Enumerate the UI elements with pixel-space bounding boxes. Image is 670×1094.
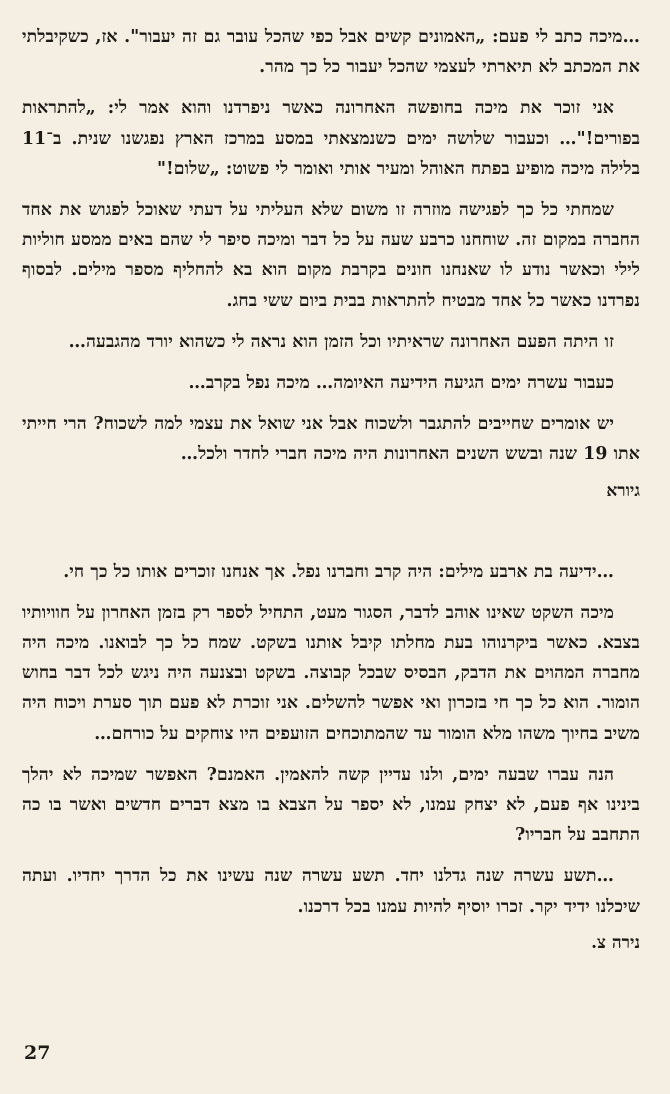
section-gap xyxy=(22,511,640,557)
document-page xyxy=(22,22,640,1072)
author-signature: גיורא xyxy=(606,480,640,501)
paragraph: יש אומרים שחייבים להתגבר ולשכוח אבל אני שואל את עצמי למה לשכוח? הרי חייתי אתו 19 שנה ובשש השנים האחרונות היה מיכה חברי לחדר ולכל… xyxy=(22,414,640,465)
paragraph: כעבור עשרה ימים הגיעה הידיעה האיומה… מיכה נפל בקרב… xyxy=(188,373,614,394)
author-signature: נירה צ. xyxy=(591,932,640,953)
paragraph: שמחתי כל כך לפגישה מוזרה זו משום שלא העליתי על דעתי שאוכל לפגוש את אחד החברה במקום זה. שוחחנו כרבע שעה על כל דבר ומיכה סיפר לי שהם באים ממסע חוליות לילי וכאשר נודע לו שאנחנו חונים בקרבת מקום הוא בא להחליף מספר מילים. לבסוף נפרדנו כאשר כל אחד מבטיח להתראות בבית ביום ששי בחג. xyxy=(22,200,640,311)
paragraph: …מיכה כתב לי פעם: „האמונים קשים אבל כפי שהכל עובר גם זה יעבור". אז, כשקיבלתי את המכתב לא תיארתי לעצמי שהכל יעבור כל כך מהר. xyxy=(22,27,640,78)
paragraph: מיכה השקט שאינו אוהב לדבר, הסגור מעט, התחיל לספר רק בזמן האחרון על חוויותיו בצבא. כאשר ביקרנוהו בעת מחלתו קיבל אותנו בשקט. שמח כל כך לבואנו. מיכה היה מחברה המהוים את הדבק, הבסיס שבכל קבוצה. בשקט ובצנעה היה ניגש לכל דבר בחוש הומור. הוא כל כך חי בזכרון ואי אפשר להשלים. אני זוכרת לא פעם תוך סערת ויכוח היה משיב בחיוך משהו מלא הומור עד שהמתוכחים הזועפים היו צוחקים על כורחם… xyxy=(22,602,640,744)
paragraph: אני זוכר את מיכה בחופשה האחרונה כאשר ניפרדנו והוא אמר לי: „להתראות בפורים!"… וכעבור שלושה ימים כשנמצאתי במסע במרכז הארץ נפגשנו שנית. ב־11 בלילה מיכה מופיע בפתח האוהל ומעיר אותי ואומר לי פשוט: „שלום!" xyxy=(22,98,640,179)
paragraph: …ידיעה בת ארבע מילים: היה קרב וחברנו נפל. אך אנחנו זוכרים אותו כל כך חי. xyxy=(63,561,614,582)
paragraph: הנה עברו שבעה ימים, ולנו עדיין קשה להאמין. האמנם? האפשר שמיכה לא יהלך בינינו אף פעם, לא יצחק עמנו, לא יספר על הצבא בו מצא דברים חדשים ואשר בו כה התחבב על חבריו? xyxy=(22,764,640,846)
paragraph: זו היתה הפעם האחרונה שראיתיו וכל הזמן הוא נראה לי כשהוא יורד מהגבעה… xyxy=(68,331,614,352)
page-number: 27 xyxy=(24,1042,51,1064)
paragraph: …תשע עשרה שנה גדלנו יחד. תשע עשרה שנה עשינו את כל הדרך יחדיו. ועתה שיכלנו ידיד יקר. זכרו יוסיף להיות עמנו בכל דרכנו. xyxy=(22,866,640,917)
